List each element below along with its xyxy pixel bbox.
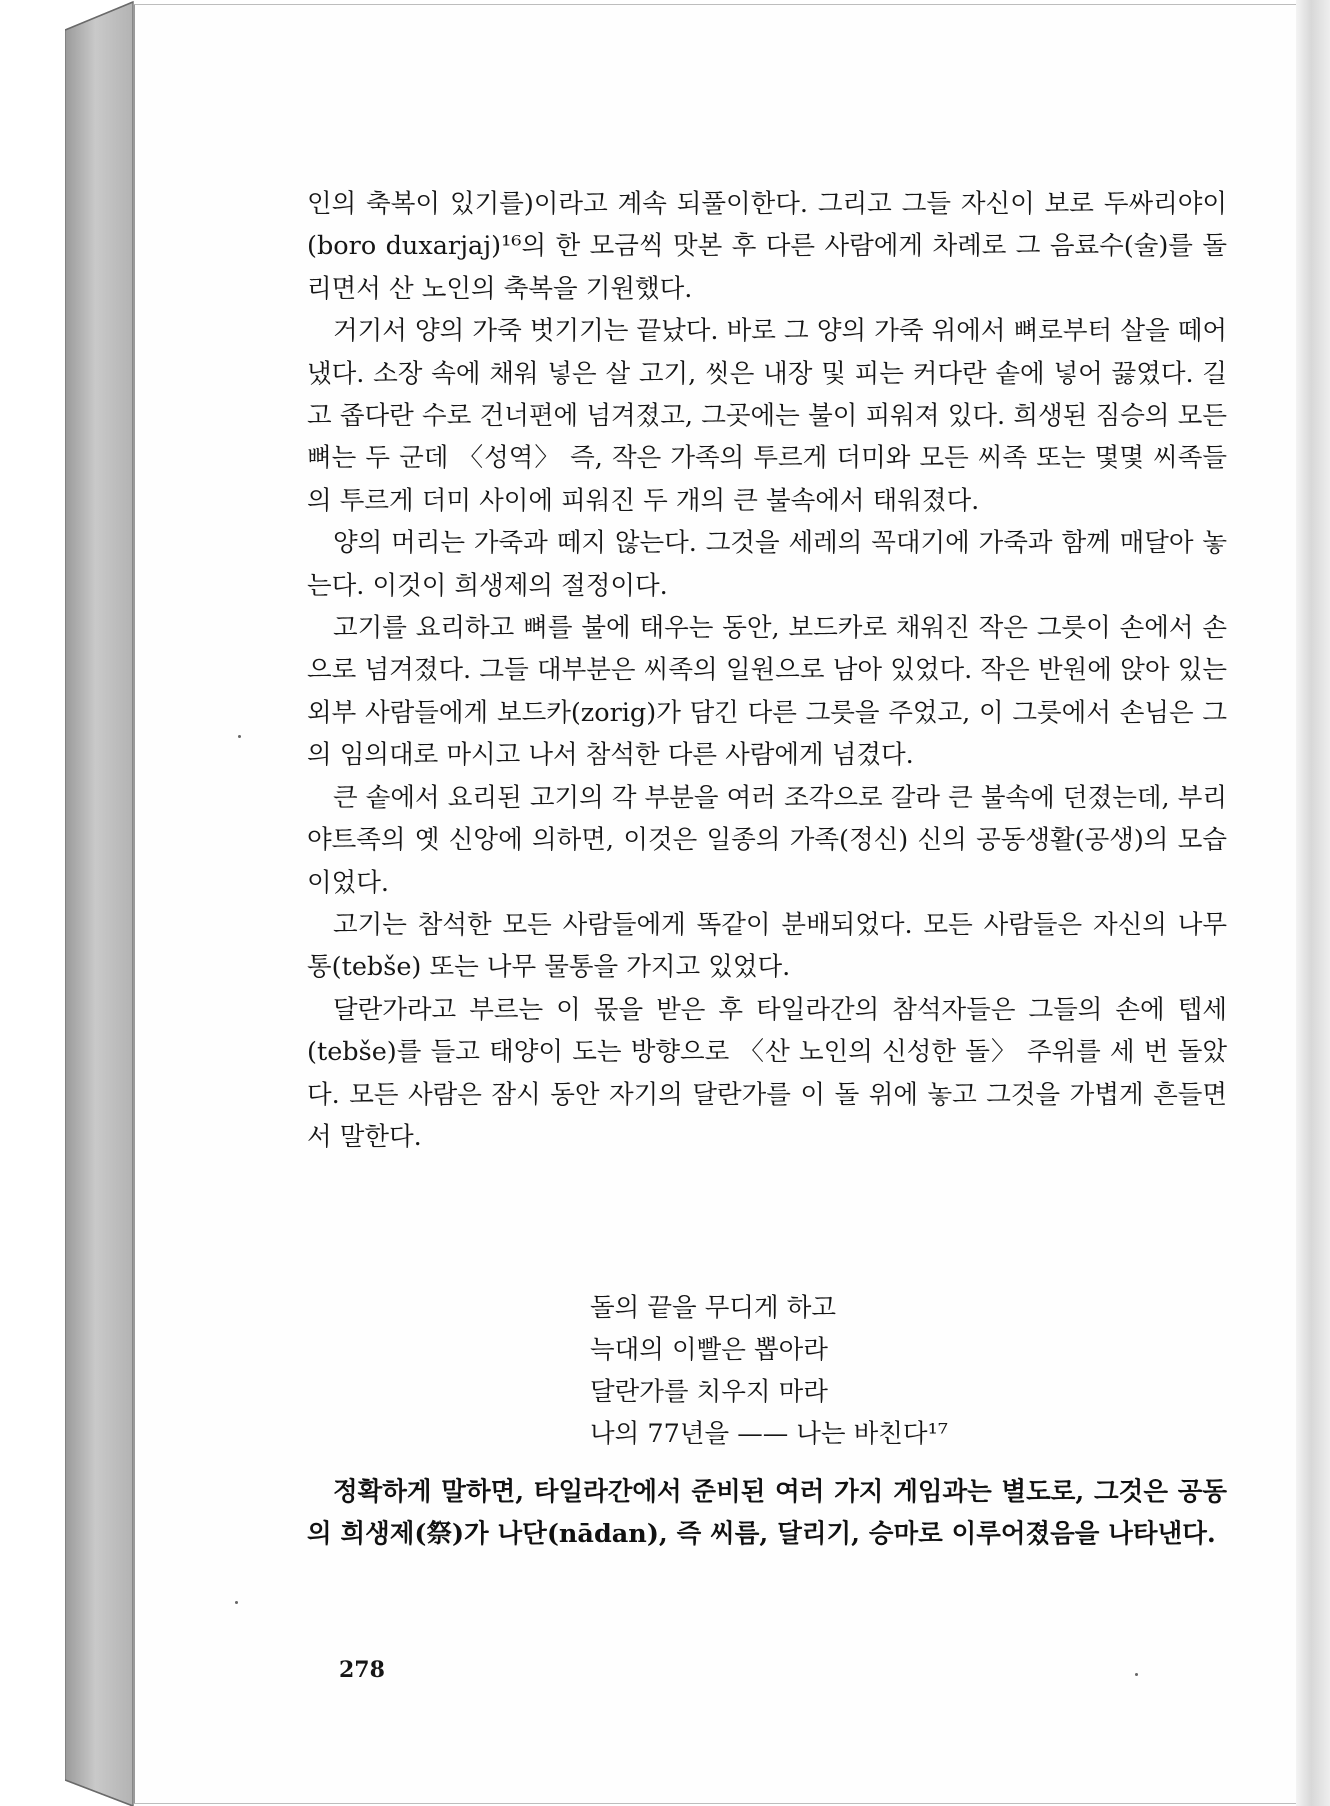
scan-speck [1135,1673,1138,1676]
closing-text [307,1471,1227,1556]
paragraph: 큰 솥에서 요리된 고기의 각 부분을 여러 조각으로 갈라 큰 불속에 던졌는데, 부리야트족의 옛 신앙에 의하면, 이것은 일종의 가족(정신) 신의 공동생활(공생)의 모습이었다. [307,782,1227,898]
paragraph: 거기서 양의 가죽 벗기기는 끝났다. 바로 그 양의 가죽 위에서 뼈로부터 살을 떼어냈다. 소장 속에 채워 넣은 살 고기, 씻은 내장 및 피는 커다란 솥에 넣어 끓였다. 길고 좁다란 수로 건너편에 넘겨졌고, 그곳에는 불이 피워져 있다. 희생된 짐승의 모든 뼈는 두 군데 〈성역〉 즉, 작은 가족의 투르게 더미와 모든 씨족 또는 몇몇 씨족들의 투르게 더미 사이에 피워진 두 개의 큰 불속에서 태워졌다. [307,316,1227,516]
page-number: 278 [339,1657,385,1683]
body-text [307,183,1227,1158]
paragraph: 달란가라고 부르는 이 몫을 받은 후 타일라간의 참석자들은 그들의 손에 텝세(tebše)를 들고 태양이 도는 방향으로 〈산 노인의 신성한 돌〉 주위를 세 번 돌았다. 모든 사람은 잠시 동안 자기의 달란가를 이 돌 위에 놓고 그것을 가볍게 흔들면서 말한다. [307,994,1227,1152]
poem-verse [590,1287,948,1455]
poem-line: 나의 77년을 —— 나는 바친다¹⁷ [590,1419,949,1449]
closing-paragraph: 정확하게 말하면, 타일라간에서 준비된 여러 가지 게임과는 별도로, 그것은 공동의 희생제(祭)가 나단(nādan), 즉 씨름, 달리기, 승마로 이루어졌음을 나타낸다. [307,1477,1227,1550]
paragraph: 고기는 참석한 모든 사람들에게 똑같이 분배되었다. 모든 사람들은 자신의 나무 통(tebše) 또는 나무 물통을 가지고 있었다. [307,909,1227,983]
scan-speck [235,1601,238,1604]
book-page [133,4,1298,1804]
scan-speck [238,735,241,738]
poem-line: 달란가를 치우지 마라 [590,1377,828,1407]
paragraph: 인의 축복이 있기를)이라고 계속 되풀이한다. 그리고 그들 자신이 보로 두싸리야이(boro duxarjaj)¹⁶의 한 모금씩 맛본 후 다른 사람에게 차례로 그 음료수(술)를 돌리면서 산 노인의 축복을 기원했다. [307,189,1227,304]
book-spine-edge [65,0,135,1806]
poem-line: 늑대의 이빨은 뽑아라 [590,1335,828,1365]
paragraph: 고기를 요리하고 뼈를 불에 태우는 동안, 보드카로 채워진 작은 그릇이 손에서 손으로 넘겨졌다. 그들 대부분은 씨족의 일원으로 남아 있었다. 작은 반원에 앉아 있는 외부 사람들에게 보드카(zorig)가 담긴 다른 그릇을 주었고, 이 그릇에서 손님은 그의 임의대로 마시고 나서 참석한 다른 사람에게 넘겼다. [307,613,1227,771]
poem-line: 돌의 끝을 무디게 하고 [590,1293,837,1323]
page-right-shadow [1296,0,1330,1806]
paragraph: 양의 머리는 가죽과 떼지 않는다. 그것을 세레의 꼭대기에 가죽과 함께 매달아 놓는다. 이것이 희생제의 절정이다. [307,528,1227,601]
